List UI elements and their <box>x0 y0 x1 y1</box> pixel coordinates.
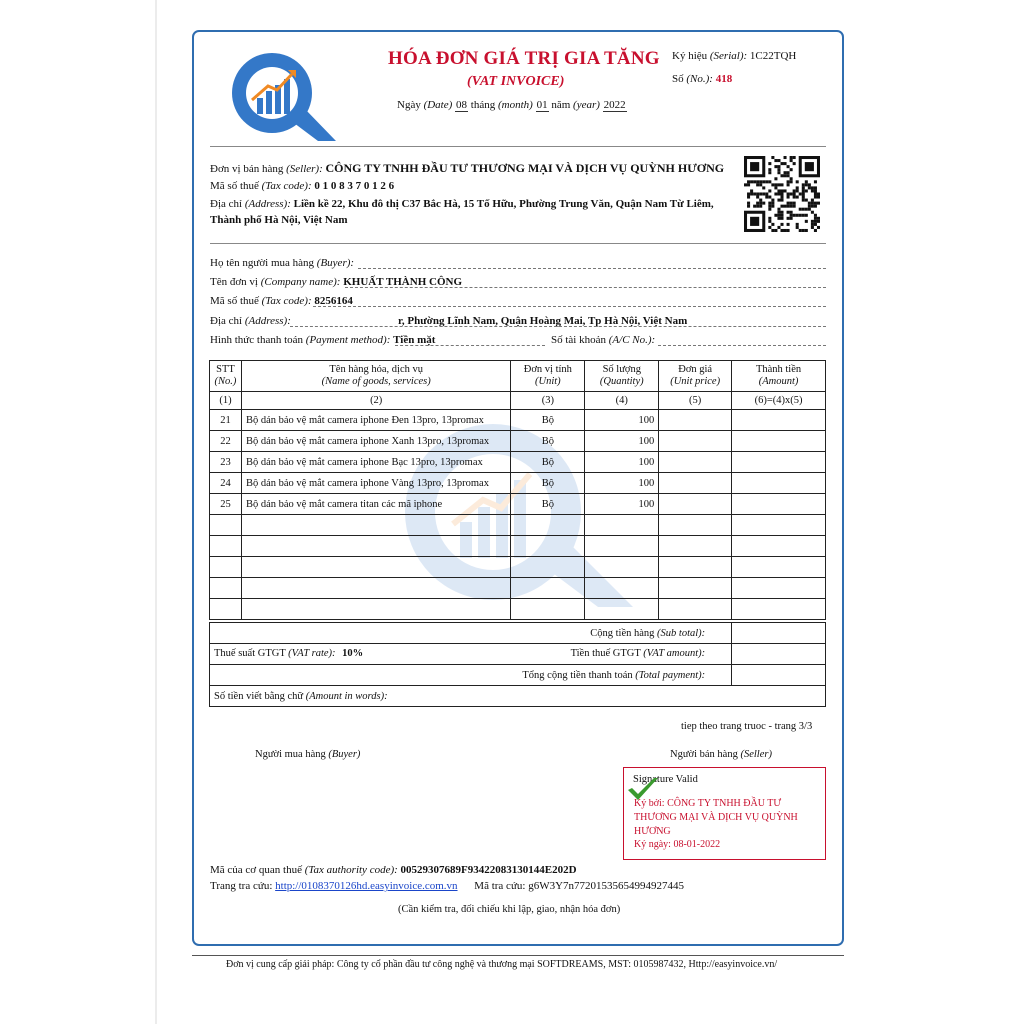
table-row-empty <box>210 515 826 536</box>
buyer-address-row: Địa chỉ (Address): <box>210 315 291 327</box>
buyer-tax-code: 8256164 <box>314 295 353 307</box>
payment-method: Tiền mặt <box>393 334 436 346</box>
qr-code <box>744 156 820 232</box>
total-row: Tổng cộng tiền thanh toán (Total payment): <box>210 665 826 686</box>
signature-valid: Signature Valid <box>633 774 698 785</box>
seller-address-row: Địa chỉ (Address): Liền kề 22, Khu đô thị C37 Bắc Hà, 15 Tố Hữu, Phường Trung Văn, Quận Nam Từ Liêm, <box>210 198 714 210</box>
words-row: Số tiền viết bằng chữ (Amount in words): <box>210 686 826 707</box>
table-row: 25 Bộ dán bảo vệ mắt camera titan các mã iphone Bộ 100 <box>210 494 826 515</box>
company-row: Tên đơn vị (Company name): KHUẤT THÀNH CÔNG <box>210 276 462 288</box>
buyer-tax-row: Mã số thuế (Tax code): 8256164 <box>210 295 353 307</box>
invoice-number: Số (No.): 418 <box>672 73 733 85</box>
check-note: (Cần kiểm tra, đối chiếu khi lập, giao, nhận hóa đơn) <box>398 904 621 915</box>
tax-authority-row: Mã của cơ quan thuế (Tax authority code): 00529307689F93422083130144E202D <box>210 864 577 876</box>
invoice-title: HÓA ĐƠN GIÁ TRỊ GIA TĂNG <box>388 48 660 69</box>
invoice-serial: Ký hiệu (Serial): 1C22TQH <box>672 50 797 62</box>
lookup-row: Trang tra cứu: http://0108370126hd.easyinvoice.com.vn Mã tra cứu: g6W3Y7n77201535654994927445 <box>210 880 685 892</box>
table-row: 21 Bộ dán bảo vệ mắt camera iphone Đen 13pro, 13promax Bộ 100 <box>210 410 826 431</box>
lookup-code: g6W3Y7n77201535654994927445 <box>528 880 685 892</box>
page-margin <box>0 0 156 1024</box>
dotted-line <box>290 326 826 327</box>
dotted-line <box>345 287 826 288</box>
signed-date: Ký ngày: 08-01-2022 <box>634 839 721 850</box>
company-logo <box>230 48 340 142</box>
account-row: Số tài khoản (A/C No.): <box>551 334 656 346</box>
continuation-note: tiep theo trang truoc - trang 3/3 <box>681 721 813 732</box>
col-header-amount: Thành tiền (Amount) <box>732 361 826 392</box>
buyer-company: KHUẤT THÀNH CÔNG <box>343 276 462 288</box>
table-row-empty <box>210 599 826 620</box>
invoice-subtitle: (VAT INVOICE) <box>467 74 565 89</box>
logo-bar-4 <box>284 79 290 114</box>
dotted-line <box>313 306 826 307</box>
lookup-link[interactable]: http://0108370126hd.easyinvoice.com.vn <box>275 880 458 892</box>
seller-tax-row: Mã số thuế (Tax code): 0 1 0 8 3 7 0 1 2 6 <box>210 180 395 192</box>
seller-name-row: Đơn vị bán hàng (Seller): CÔNG TY TNHH ĐẦU TƯ THƯƠNG MẠI VÀ DỊCH VỤ QUỲNH HƯƠNG <box>210 161 725 175</box>
table-row-empty <box>210 536 826 557</box>
dotted-line <box>658 345 826 346</box>
buyer-row: Họ tên người mua hàng (Buyer): <box>210 257 355 269</box>
buyer-signature-label: Người mua hàng (Buyer) <box>255 749 361 760</box>
date-day: 08 <box>456 99 468 111</box>
table-index-row: (1) (2) (3) (4) (5) (6)=(4)x(5) <box>210 392 826 410</box>
dotted-line <box>395 345 545 346</box>
digital-signature-box <box>623 767 826 860</box>
signed-by: Ký bởi: CÔNG TY TNHH ĐẦU TƯ THƯƠNG MẠI VÀ DỊCH VỤ QUỲNH HƯƠNG <box>634 798 798 837</box>
footer-divider <box>192 955 844 956</box>
date-month: 01 <box>536 99 548 111</box>
payment-row: Hình thức thanh toán (Payment method): Tiền mặt <box>210 334 436 346</box>
seller-tax-code: 0 1 0 8 3 7 0 1 2 6 <box>314 180 395 192</box>
table-row-empty <box>210 578 826 599</box>
tax-authority-code: 00529307689F93422083130144E202D <box>400 864 577 876</box>
vat-row: Thuế suất GTGT (VAT rate): 10% Tiền thuế GTGT (VAT amount): <box>210 644 826 665</box>
divider <box>210 146 826 147</box>
table-row-empty <box>210 557 826 578</box>
divider <box>210 243 826 244</box>
invoice-date: Ngày (Date) 08 tháng (month) 01 năm (year) 2022 <box>397 99 626 111</box>
buyer-address: r, Phường Lĩnh Nam, Quận Hoàng Mai, Tp Hà Nội, Việt Nam <box>398 315 688 327</box>
table-row: 24 Bộ dán bảo vệ mắt camera iphone Vàng 13pro, 13promax Bộ 100 <box>210 473 826 494</box>
col-header-qty: Số lượng (Quantity) <box>585 361 659 392</box>
logo-bar-1 <box>257 98 263 114</box>
logo-bar-2 <box>266 91 272 114</box>
col-header-stt: STT (No.) <box>210 361 242 392</box>
vat-rate: 10% <box>342 648 364 659</box>
items-table <box>209 360 826 620</box>
table-header-row <box>210 361 826 392</box>
seller-signature-label: Người bán hàng (Seller) <box>670 749 772 760</box>
dotted-line <box>358 268 826 269</box>
col-header-price: Đơn giá (Unit price) <box>659 361 732 392</box>
table-row: 23 Bộ dán bảo vệ mắt camera iphone Bạc 13pro, 13promax Bộ 100 <box>210 452 826 473</box>
seller-name: CÔNG TY TNHH ĐẦU TƯ THƯƠNG MẠI VÀ DỊCH VỤ QUỲNH HƯƠNG <box>325 161 725 175</box>
footer-provider: Đơn vị cung cấp giải pháp: Công ty cổ phần đầu tư công nghệ và thương mại SOFTDREAMS, MST: 0105987432, Http://easyinvoice.vn/ <box>226 959 778 970</box>
subtotal-row: Cộng tiền hàng (Sub total): <box>210 623 826 644</box>
seller-address-line2: Thành phố Hà Nội, Việt Nam <box>210 214 348 226</box>
col-header-unit: Đơn vị tính (Unit) <box>511 361 585 392</box>
summary-table <box>209 622 826 707</box>
date-year: 2022 <box>603 99 626 111</box>
table-row: 22 Bộ dán bảo vệ mắt camera iphone Xanh 13pro, 13promax Bộ 100 <box>210 431 826 452</box>
col-header-name: Tên hàng hóa, dịch vụ (Name of goods, services) <box>241 361 510 392</box>
